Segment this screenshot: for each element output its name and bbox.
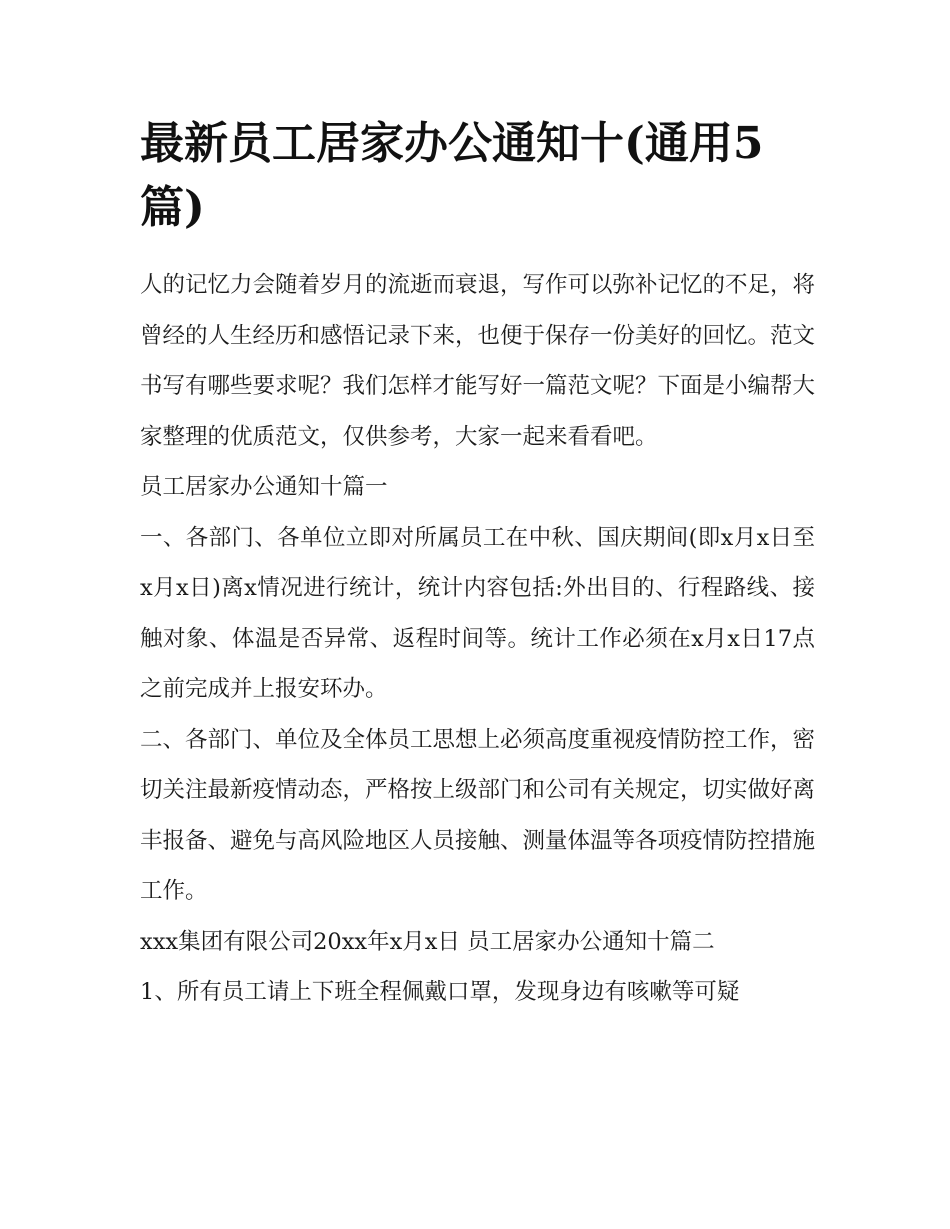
document-page [140, 112, 815, 1018]
notice-item-1: 一、各部门、各单位立即对所属员工在中秋、国庆期间(即x月x日至x月x日)离x情况进行统计，统计内容包括:外出目的、行程路线、接触对象、体温是否异常、返程时间等。统计工作必须在x月x日17点之前完成并上报安环办。 [140, 524, 815, 702]
section-2-item-1: 1、所有员工请上下班全程佩戴口罩，发现身边有咳嗽等可疑 [140, 979, 740, 1005]
intro-paragraph: 人的记忆力会随着岁月的流逝而衰退，写作可以弥补记忆的不足，将曾经的人生经历和感悟记录下来，也便于保存一份美好的回忆。范文书写有哪些要求呢？我们怎样才能写好一篇范文呢？下面是小编帮大家整理的优质范文，仅供参考，大家一起来看看吧。 [140, 272, 816, 450]
notice-item-2: 二、各部门、单位及全体员工思想上必须高度重视疫情防控工作，密切关注最新疫情动态，严格按上级部门和公司有关规定，切实做好离丰报备、避免与高风险地区人员接触、测量体温等各项疫情防控措施工作。 [140, 726, 816, 904]
signature-and-section-heading-2: xxx集团有限公司20xx年x月x日 员工居家办公通知十篇二 [140, 928, 715, 955]
document-title: 最新员工居家办公通知十(通用5篇) [140, 118, 764, 233]
section-heading-1: 员工居家办公通知十篇一 [140, 474, 388, 500]
